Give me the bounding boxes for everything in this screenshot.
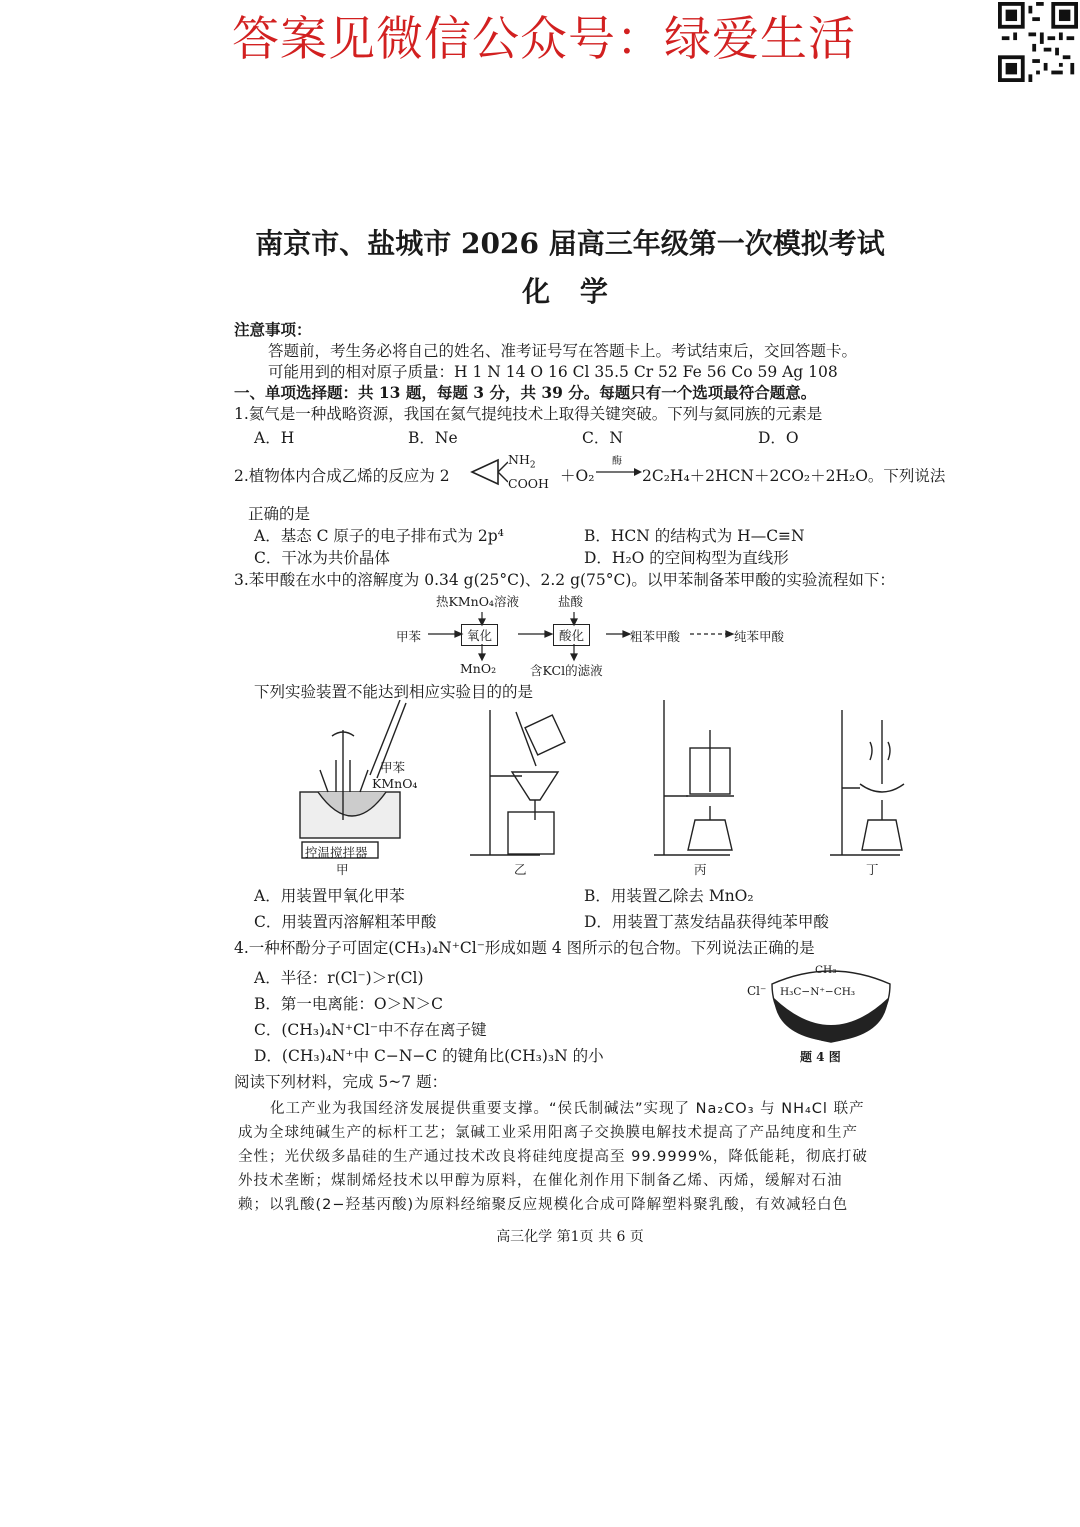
- q4-option-d: D．(CH₃)₄N⁺中 C−N−C 的键角比(CH₃)₃N 的小: [254, 1047, 604, 1065]
- q4-option-c: C．(CH₃)₄N⁺Cl⁻中不存在离子键: [254, 1021, 487, 1039]
- reaction-arrow-icon: [596, 466, 642, 478]
- q2-option-c: C．干冰为共价晶体: [254, 549, 390, 567]
- notice-line-1: 答题前，考生务必将自己的姓名、准考证号写在答题卡上。考试结束后，交回答题卡。: [268, 342, 858, 360]
- flow-crude-product: 粗苯甲酸: [630, 629, 681, 644]
- apparatus-name-bing: 丙: [694, 862, 707, 877]
- apparatus-name-yi: 乙: [514, 862, 527, 877]
- q3-option-a: A．用装置甲氧化甲苯: [254, 887, 405, 905]
- reading-line-4: 外技术垄断；煤制烯烃技术以甲醇为原料，在催化剂作用下制备乙烯、丙烯，缓解对石油: [238, 1173, 843, 1189]
- q4-figure-chloride: Cl⁻: [747, 984, 767, 998]
- q2-option-b: B．HCN 的结构式为 H—C≡N: [584, 527, 805, 545]
- q4-option-a: A．半径：r(Cl⁻)＞r(Cl): [254, 969, 424, 987]
- reading-line-2: 成为全球纯碱生产的标杆工艺；氯碱工业采用阳离子交换膜电解技术提高了产品纯度和生产: [238, 1125, 858, 1141]
- q1-stem: 1.氦气是一种战略资源，我国在氦气提纯技术上取得关键突破。下列与氦同族的元素是: [234, 405, 823, 423]
- flow-arrows: [420, 604, 740, 668]
- apparatus-ding: [830, 710, 904, 855]
- page-footer: 高三化学 第1页 共 6 页: [496, 1229, 644, 1245]
- label-kmno4: KMnO₄: [372, 776, 418, 791]
- flow-step-acidification: 酸化: [553, 624, 590, 646]
- q1-option-a: A．H: [254, 429, 295, 447]
- q2-option-a: A．基态 C 原子的电子排布式为 2p⁴: [254, 527, 504, 545]
- q1-option-d: D．O: [758, 429, 799, 447]
- banner-watermark-text: 答案见微信公众号：绿爱生活: [232, 12, 856, 67]
- reading-intro: 阅读下列材料，完成 5~7 题：: [234, 1073, 448, 1091]
- apparatus-bing: [654, 700, 734, 855]
- q2-option-d: D．H₂O 的空间构型为直线形: [584, 549, 789, 567]
- reading-line-5: 赖；以乳酸(2−羟基丙酸)为原料经缩聚反应规模化合成可降解塑料聚乳酸，有效减轻白色: [238, 1197, 849, 1213]
- q2-stem-cont: 正确的是: [248, 505, 311, 523]
- q2-products: 2C₂H₄＋2HCN＋2CO₂＋2H₂O。下列说法: [642, 467, 946, 485]
- flow-start-material: 甲苯: [396, 629, 422, 644]
- label-stirrer: 控温搅拌器: [305, 845, 368, 860]
- exam-title: 南京市、盐城市 2026 届高三年级第一次模拟考试: [255, 227, 885, 260]
- qr-code-icon: [998, 2, 1078, 82]
- q4-figure-ammonium: H₃C−N⁺−CH₃: [780, 986, 856, 998]
- notice-heading: 注意事项：: [234, 320, 312, 339]
- q4-figure-ch3-bottom: CH₃: [815, 1006, 837, 1018]
- q3-question: 下列实验装置不能达到相应实验目的的是: [254, 683, 534, 701]
- q2-stem-prefix: 2.植物体内合成乙烯的反应为 2: [234, 467, 450, 485]
- q4-figure-caption: 题 4 图: [800, 1050, 841, 1064]
- section-heading: 一、单项选择题：共 13 题，每题 3 分，共 39 分。每题只有一个选项最符合题意。: [234, 383, 817, 402]
- flow-reagent-1: 热KMnO₄溶液: [436, 594, 519, 609]
- subject-title: 化 学: [522, 275, 618, 308]
- q2-carboxyl-group: COOH: [508, 476, 549, 491]
- label-toluene: 甲苯: [380, 760, 406, 775]
- q4-option-b: B．第一电离能：O＞N＞C: [254, 995, 444, 1013]
- q1-option-c: C．N: [582, 429, 623, 447]
- q1-option-b: B．Ne: [408, 429, 458, 447]
- notice-line-2: 可能用到的相对原子质量：H 1 N 14 O 16 Cl 35.5 Cr 52 Fe 56 Co 59 Ag 108: [268, 363, 838, 381]
- flow-step-oxidation: 氧化: [461, 624, 498, 646]
- flow-byproduct-2: 含KCl的滤液: [530, 663, 603, 678]
- apparatus-name-jia: 甲: [336, 862, 349, 877]
- q3-option-c: C．用装置丙溶解粗苯甲酸: [254, 913, 437, 931]
- q2-plus-o2: ＋O₂: [560, 467, 595, 485]
- q3-option-d: D．用装置丁蒸发结晶获得纯苯甲酸: [584, 913, 829, 931]
- flow-final-product: 纯苯甲酸: [734, 629, 785, 644]
- apparatus-name-ding: 丁: [866, 862, 879, 877]
- q3-stem: 3.苯甲酸在水中的溶解度为 0.34 g(25°C)、2.2 g(75°C)。以甲苯制备苯甲酸的实验流程如下：: [234, 571, 895, 589]
- q3-option-b: B．用装置乙除去 MnO₂: [584, 887, 754, 905]
- reading-line-1: 化工产业为我国经济发展提供重要支撑。“侯氏制碱法”实现了 Na₂CO₃ 与 NH₄Cl 联产: [270, 1101, 865, 1117]
- q4-stem: 4.一种杯酚分子可固定(CH₃)₄N⁺Cl⁻形成如题 4 图所示的包合物。下列说法正确的是: [234, 939, 815, 957]
- q2-amino-group: $NH_2$: [508, 452, 536, 471]
- reading-line-3: 全性；光伏级多晶硅的生产通过技术改良将硅纯度提高至 99.9999%，降低能耗，彻底打破: [238, 1149, 868, 1165]
- q2-catalyst-label: 酶: [612, 456, 622, 467]
- flow-reagent-2: 盐酸: [558, 594, 584, 609]
- flow-byproduct-1: MnO₂: [460, 661, 497, 676]
- apparatus-yi: [470, 710, 565, 855]
- cyclopropane-ring-icon: [468, 450, 508, 494]
- q4-figure-ch3-top: CH₃: [815, 964, 837, 976]
